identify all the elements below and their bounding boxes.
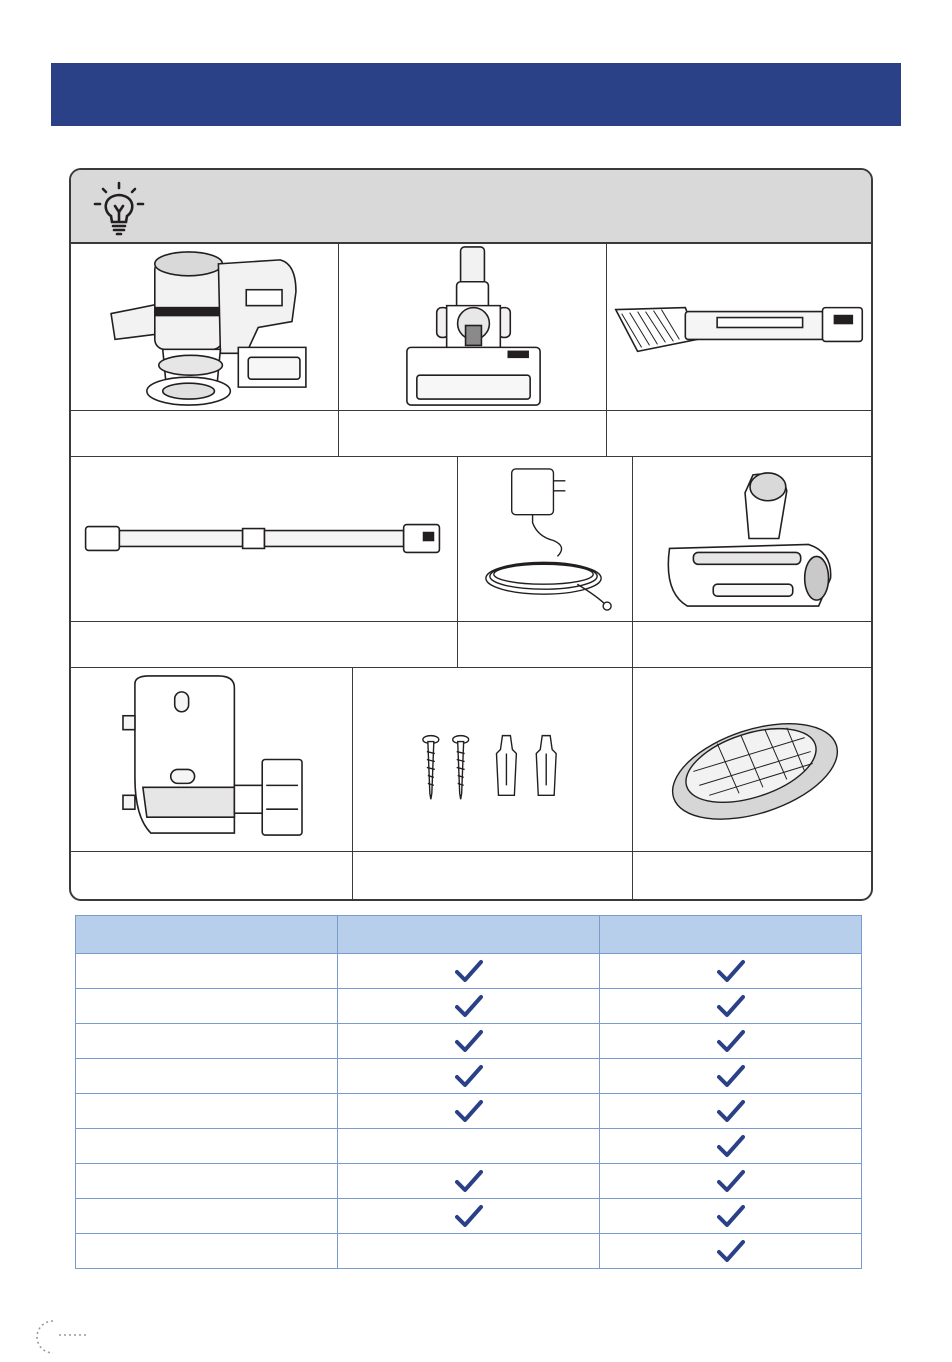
table-cell-feature [76, 989, 338, 1024]
table-cell-model-b [600, 1024, 862, 1059]
wall-mount-icon [71, 668, 352, 851]
check-mark-icon [455, 1064, 483, 1088]
table-row [76, 1024, 862, 1059]
table-cell-model-a [338, 1164, 600, 1199]
table-row [76, 1094, 862, 1129]
table-cell-model-b [600, 1199, 862, 1234]
table-header-cell [338, 916, 600, 954]
table-cell-feature [76, 954, 338, 989]
item-image-mini-brush [633, 457, 871, 622]
screws-and-anchors-icon [353, 668, 632, 851]
table-cell-feature [76, 1164, 338, 1199]
header-band [51, 63, 901, 126]
item-image-power-adapter [458, 457, 633, 622]
check-mark-icon [455, 994, 483, 1018]
table-header-cell [600, 916, 862, 954]
table-cell-feature [76, 1129, 338, 1164]
check-mark-icon [717, 1029, 745, 1053]
table-row [76, 1164, 862, 1199]
item-image-screws [353, 668, 633, 852]
table-cell-model-a [338, 1024, 600, 1059]
table-cell-model-b [600, 1059, 862, 1094]
item-label-6 [633, 622, 871, 668]
table-cell-model-a [338, 1199, 600, 1234]
item-label-5 [458, 622, 633, 668]
table-cell-model-a [338, 1129, 600, 1164]
check-mark-icon [717, 1064, 745, 1088]
table-row [76, 954, 862, 989]
table-cell-feature [76, 1024, 338, 1059]
item-label-2 [339, 411, 607, 457]
table-header-cell [76, 916, 338, 954]
table-header-row [76, 916, 862, 954]
table-cell-model-a [338, 954, 600, 989]
power-adapter-icon [458, 457, 632, 621]
table-cell-model-a [338, 1059, 600, 1094]
package-contents-header [71, 170, 871, 244]
item-image-vacuum-body [71, 242, 339, 411]
table-cell-model-a [338, 989, 600, 1024]
table-row [76, 989, 862, 1024]
item-image-wall-mount [71, 668, 353, 852]
table-cell-model-b [600, 1164, 862, 1199]
table-row [76, 1129, 862, 1164]
item-label-3 [607, 411, 871, 457]
table-row [76, 1059, 862, 1094]
table-cell-feature [76, 1234, 338, 1269]
check-mark-icon [455, 1204, 483, 1228]
package-contents-box [69, 168, 873, 901]
item-label-4 [71, 622, 458, 668]
table-cell-feature [76, 1059, 338, 1094]
check-mark-icon [455, 959, 483, 983]
filter-icon [633, 668, 871, 851]
table-cell-model-b [600, 1094, 862, 1129]
mini-motorized-brush-icon [633, 457, 871, 621]
table-cell-model-b [600, 954, 862, 989]
check-mark-icon [455, 1029, 483, 1053]
page-corner-ornament [33, 1315, 87, 1355]
item-image-extension-tube [71, 457, 458, 622]
check-mark-icon [717, 994, 745, 1018]
check-mark-icon [717, 1169, 745, 1193]
table-row [76, 1199, 862, 1234]
item-image-filter [633, 668, 871, 852]
floor-brush-head-icon [339, 242, 606, 410]
check-mark-icon [717, 1239, 745, 1263]
extension-tube-icon [71, 457, 457, 621]
table-cell-model-b [600, 1129, 862, 1164]
check-mark-icon [717, 1099, 745, 1123]
item-image-floor-brush [339, 242, 607, 411]
configuration-table [75, 915, 862, 1269]
table-cell-model-b [600, 989, 862, 1024]
light-bulb-icon [89, 178, 149, 238]
check-mark-icon [455, 1169, 483, 1193]
check-mark-icon [455, 1099, 483, 1123]
handheld-vacuum-body-icon [71, 242, 338, 410]
item-label-9 [633, 852, 871, 899]
check-mark-icon [717, 1134, 745, 1158]
table-cell-feature [76, 1094, 338, 1129]
item-label-7 [71, 852, 353, 899]
table-row [76, 1234, 862, 1269]
table-cell-model-a [338, 1094, 600, 1129]
item-label-1 [71, 411, 339, 457]
crevice-tool-icon [607, 242, 871, 410]
check-mark-icon [717, 959, 745, 983]
table-cell-feature [76, 1199, 338, 1234]
item-label-8 [353, 852, 633, 899]
item-image-crevice-tool [607, 242, 871, 411]
table-cell-model-a [338, 1234, 600, 1269]
check-mark-icon [717, 1204, 745, 1228]
table-cell-model-b [600, 1234, 862, 1269]
